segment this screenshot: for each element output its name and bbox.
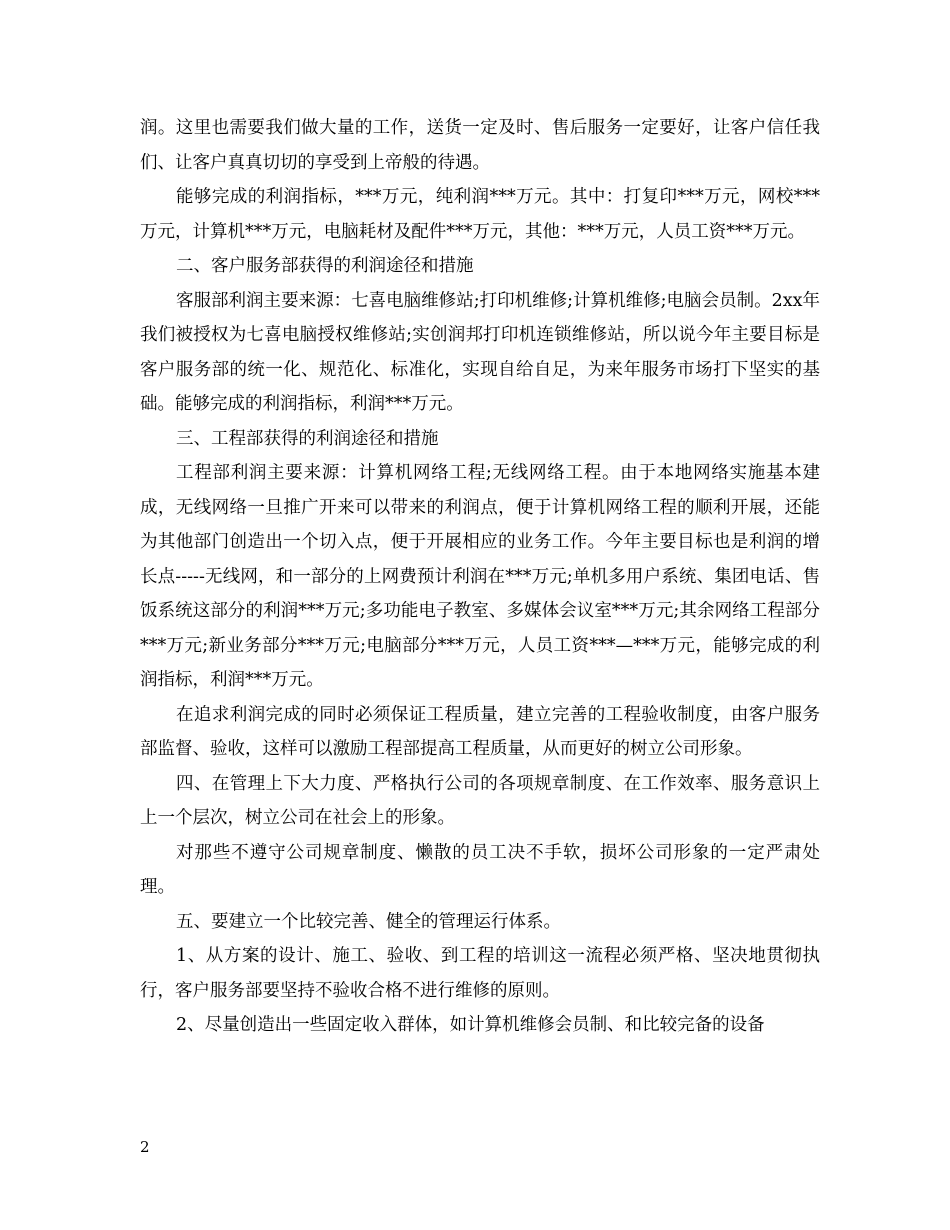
list-item: 1、从方案的设计、施工、验收、到工程的培训这一流程必须严格、坚决地贯彻执行，客户服务部要坚持不验收合格不进行维修的原则。 xyxy=(140,946,820,1001)
section-heading: 五、要建立一个比较完善、健全的管理运行体系。 xyxy=(176,911,561,932)
paragraph: 客服部利润主要来源：七喜电脑维修站;打印机维修;计算机维修;电脑会员制。2xx年我们被授权为七喜电脑授权维修站;实创润邦打印机连锁维修站，所以说今年主要目标是客户服务部的统一化、规范化、标准化，实现自给自足，为来年服务市场打下坚实的基础。能够完成的利润指标，利润***万元。 xyxy=(140,290,820,414)
list-item: 2、尽量创造出一些固定收入群体，如计算机维修会员制、和比较完备的设备 xyxy=(176,1015,765,1035)
section-heading: 四、在管理上下大力度、严格执行公司的各项规章制度、在工作效率、服务意识上上一个层次，树立公司在社会上的形象。 xyxy=(140,773,820,828)
paragraph: 润。这里也需要我们做大量的工作，送货一定及时、售后服务一定要好，让客户信任我们、让客户真真切切的享受到上帝般的待遇。 xyxy=(140,118,820,173)
paragraph: 对那些不遵守公司规章制度、懒散的员工决不手软，损坏公司形象的一定严肃处理。 xyxy=(140,842,820,897)
paragraph: 能够完成的利润指标，***万元，纯利润***万元。其中：打复印***万元，网校***万元，计算机***万元，电脑耗材及配件***万元，其他：***万元，人员工资***万元。 xyxy=(140,187,820,242)
page-number: 2 xyxy=(140,1138,150,1156)
section-heading: 二、客户服务部获得的利润途径和措施 xyxy=(176,256,474,276)
paragraph: 在追求利润完成的同时必须保证工程质量，建立完善的工程验收制度，由客户服务部监督、验收，这样可以激励工程部提高工程质量，从而更好的树立公司形象。 xyxy=(140,704,820,759)
document-body xyxy=(140,111,820,1043)
paragraph: 工程部利润主要来源：计算机网络工程;无线网络工程。由于本地网络实施基本建成，无线网络一旦推广开来可以带来的利润点，便于计算机网络工程的顺利开展，还能为其他部门创造出一个切入点，便于开展相应的业务工作。今年主要目标也是利润的增长点-----无线网，和一部分的上网费预计利润在***万元;单机多用户系统、集团电话、售饭系统这部分的利润***万元;多功能电子教室、多媒体会议室***万元;其余网络工程部分***万元;新业务部分***万元;电脑部分***万元，人员工资***—***万元，能够完成的利润指标，利润***万元。 xyxy=(140,463,820,690)
section-heading: 三、工程部获得的利润途径和措施 xyxy=(176,428,439,449)
